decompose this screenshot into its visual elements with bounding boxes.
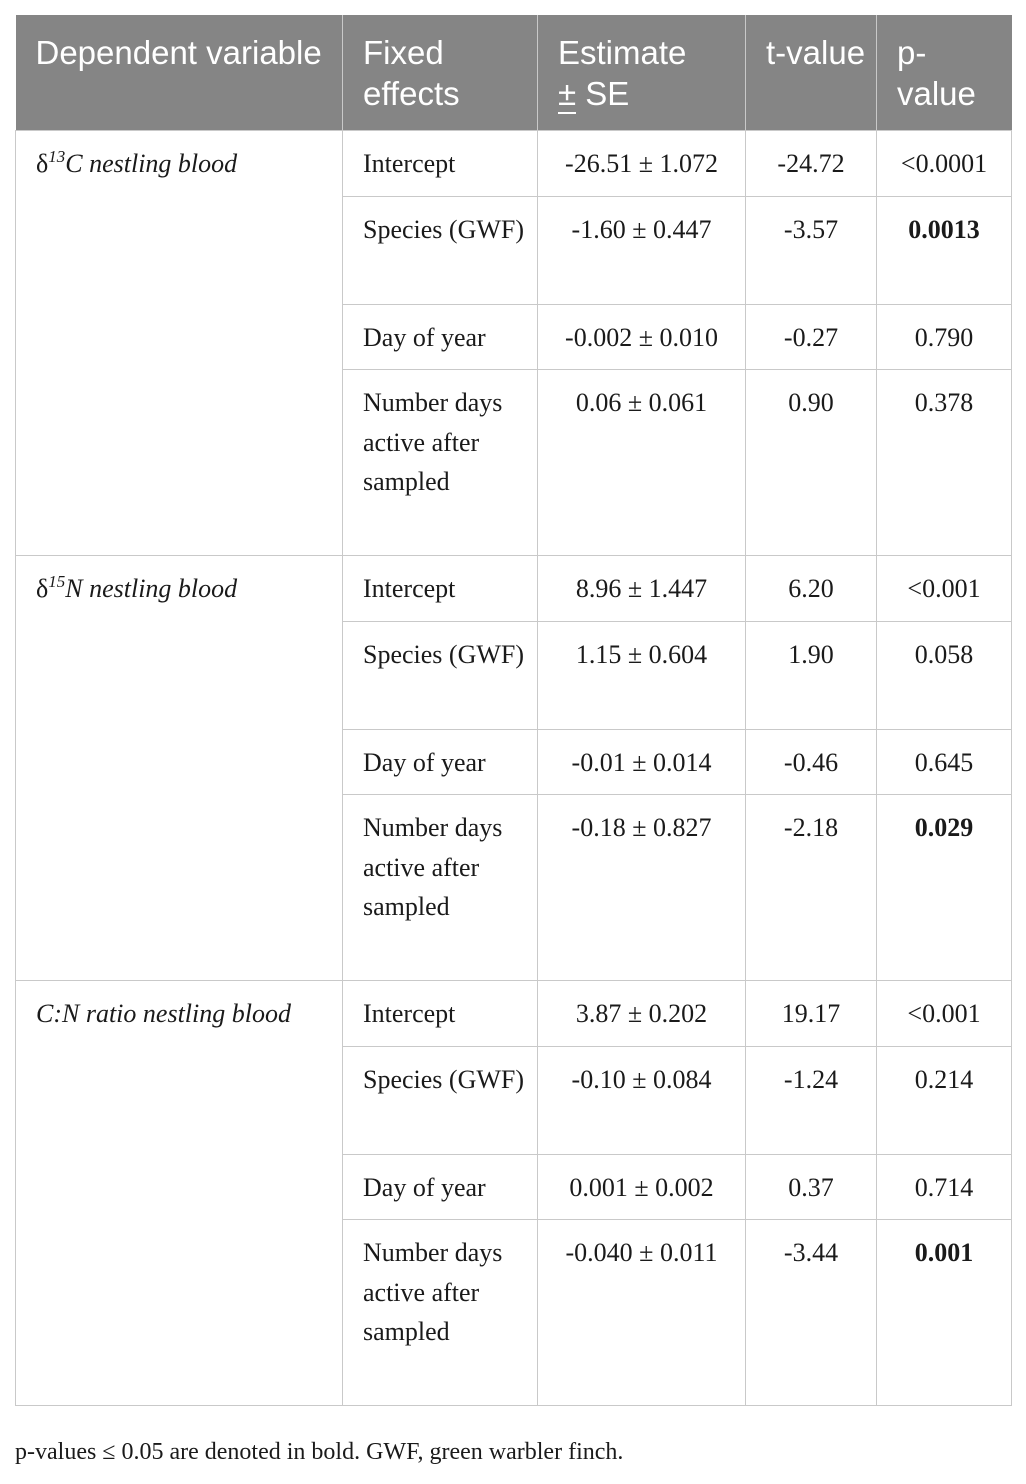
t-value-cell: 1.90 (746, 621, 877, 729)
t-value-cell: -24.72 (746, 131, 877, 197)
t-value-cell: -2.18 (746, 795, 877, 981)
header-p-value: p-value (877, 15, 1012, 131)
header-dependent-variable: Dependent variable (16, 15, 343, 131)
t-value-cell: 19.17 (746, 981, 877, 1047)
estimate-cell: -0.01 ± 0.014 (538, 729, 746, 795)
dependent-variable-cell (16, 131, 343, 556)
dependent-variable-name: C:N ratio nestling blood (36, 999, 291, 1028)
p-value-cell: <0.001 (877, 981, 1012, 1047)
p-value-cell: <0.0001 (877, 131, 1012, 197)
estimate-cell: 8.96 ± 1.447 (538, 556, 746, 622)
fixed-effect-cell: Species (GWF) (343, 196, 538, 304)
fixed-effect-cell: Intercept (343, 131, 538, 197)
header-row (16, 15, 1012, 131)
table-body (16, 131, 1012, 1406)
dependent-variable-name: C nestling blood (65, 149, 238, 178)
header-se-label: SE (585, 75, 630, 112)
table-row (16, 981, 1012, 1047)
estimate-cell: 0.06 ± 0.061 (538, 370, 746, 556)
estimate-cell: -0.18 ± 0.827 (538, 795, 746, 981)
estimate-cell: 3.87 ± 0.202 (538, 981, 746, 1047)
table-row (16, 556, 1012, 622)
fixed-effect-cell: Day of year (343, 304, 538, 370)
p-value-cell: 0.645 (877, 729, 1012, 795)
t-value-cell: -0.46 (746, 729, 877, 795)
fixed-effect-cell: Species (GWF) (343, 1046, 538, 1154)
table-row (16, 131, 1012, 197)
fixed-effect-cell: Intercept (343, 556, 538, 622)
header-estimate-se (538, 15, 746, 131)
header-t-value: t-value (746, 15, 877, 131)
p-value-cell: 0.378 (877, 370, 1012, 556)
t-value-cell: -1.24 (746, 1046, 877, 1154)
p-value-cell: <0.001 (877, 556, 1012, 622)
estimate-cell: -0.10 ± 0.084 (538, 1046, 746, 1154)
results-table (15, 15, 1012, 1406)
p-value-cell: 0.214 (877, 1046, 1012, 1154)
isotope-superscript: 15 (48, 572, 66, 591)
p-value-cell: 0.001 (877, 1220, 1012, 1406)
t-value-cell: -3.57 (746, 196, 877, 304)
estimate-cell: 0.001 ± 0.002 (538, 1154, 746, 1220)
t-value-cell: 6.20 (746, 556, 877, 622)
p-value-cell: 0.714 (877, 1154, 1012, 1220)
t-value-cell: 0.37 (746, 1154, 877, 1220)
estimate-cell: -0.002 ± 0.010 (538, 304, 746, 370)
p-value-cell: 0.029 (877, 795, 1012, 981)
header-fixed-effects: Fixed effects (343, 15, 538, 131)
t-value-cell: -3.44 (746, 1220, 877, 1406)
fixed-effect-cell: Number days active after sampled (343, 370, 538, 556)
estimate-cell: -26.51 ± 1.072 (538, 131, 746, 197)
dependent-variable-prefix: δ (36, 149, 49, 178)
fixed-effect-cell: Species (GWF) (343, 621, 538, 729)
estimate-cell: -0.040 ± 0.011 (538, 1220, 746, 1406)
p-value-cell: 0.058 (877, 621, 1012, 729)
header-estimate-label: Estimate (558, 34, 687, 71)
dependent-variable-cell (16, 981, 343, 1406)
isotope-superscript: 13 (48, 147, 66, 166)
table-footnote: p-values ≤ 0.05 are denoted in bold. GWF, green warbler finch. (15, 1439, 624, 1465)
p-value-cell: 0.0013 (877, 196, 1012, 304)
dependent-variable-name: N nestling blood (65, 574, 238, 603)
estimate-cell: -1.60 ± 0.447 (538, 196, 746, 304)
p-value-cell: 0.790 (877, 304, 1012, 370)
fixed-effect-cell: Day of year (343, 1154, 538, 1220)
estimate-cell: 1.15 ± 0.604 (538, 621, 746, 729)
fixed-effect-cell: Intercept (343, 981, 538, 1047)
header-plus-minus: ± (558, 75, 577, 112)
fixed-effect-cell: Number days active after sampled (343, 795, 538, 981)
fixed-effect-cell: Number days active after sampled (343, 1220, 538, 1406)
dependent-variable-prefix: δ (36, 574, 49, 603)
fixed-effect-cell: Day of year (343, 729, 538, 795)
dependent-variable-cell (16, 556, 343, 981)
t-value-cell: 0.90 (746, 370, 877, 556)
t-value-cell: -0.27 (746, 304, 877, 370)
